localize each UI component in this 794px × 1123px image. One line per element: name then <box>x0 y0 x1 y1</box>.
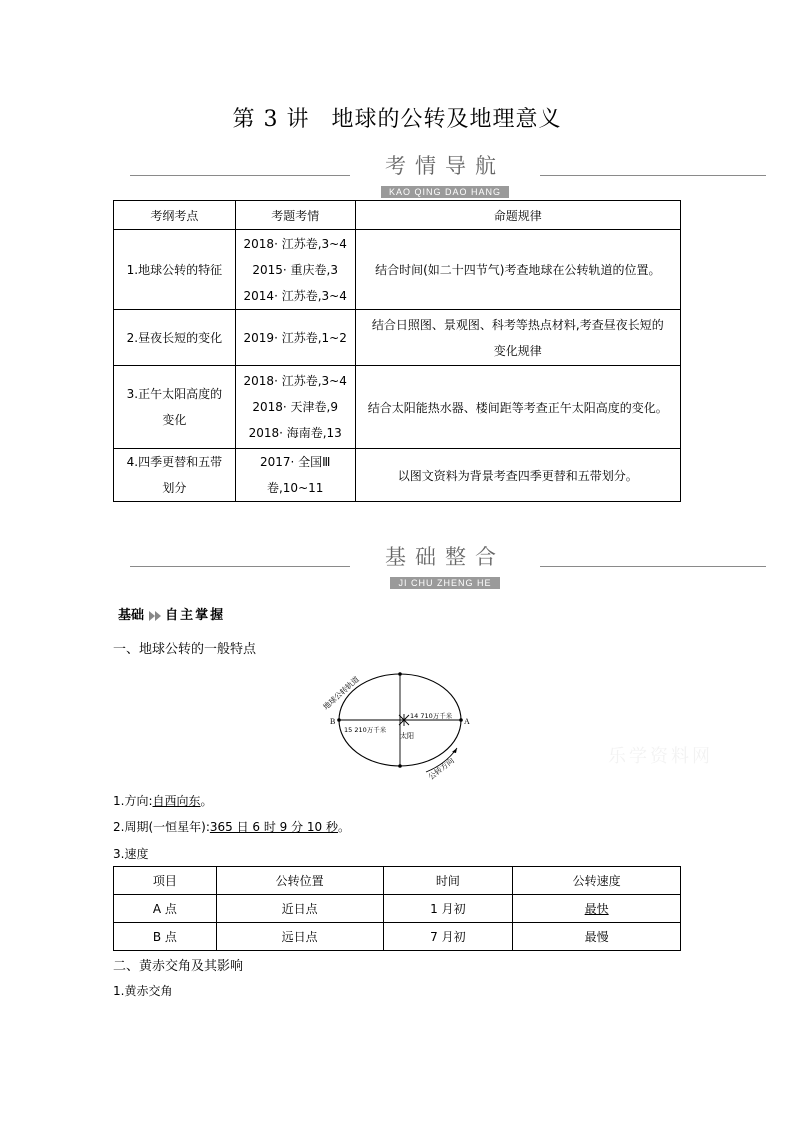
exam-point: 3.正午太阳高度的 变化 <box>114 366 236 449</box>
watermark: 乐学资料网 <box>608 746 713 767</box>
speed-table <box>113 866 681 951</box>
exam-point: 4.四季更替和五带 划分 <box>114 449 236 502</box>
section-header-jichu <box>350 541 540 590</box>
exam-cases: 2018· 江苏卷,3~4 2015· 重庆卷,3 2014· 江苏卷,3~4 <box>235 230 355 310</box>
section-title-cn: 基础整合 <box>385 545 505 569</box>
section-divider-right <box>540 175 766 176</box>
column-header: 考纲考点 <box>114 201 236 230</box>
section-title-en: JI CHU ZHENG HE <box>390 577 499 589</box>
sub-header-right: 自主掌握 <box>165 608 226 623</box>
exam-rule: 结合时间(如二十四节气)考查地球在公转轨道的位置。 <box>355 230 680 310</box>
section-divider-left <box>130 175 350 176</box>
section-divider-right <box>540 566 766 567</box>
exam-rule: 结合日照图、景观图、科考等热点材料,考查昼夜长短的 变化规律 <box>355 310 680 366</box>
double-chevron-icon <box>155 611 161 621</box>
section-header-kaoqing <box>350 150 540 199</box>
table-row <box>114 310 681 366</box>
exam-rule: 结合太阳能热水器、楼间距等考查正午太阳高度的变化。 <box>355 366 680 449</box>
column-header: 命题规律 <box>355 201 680 230</box>
exam-rule: 以图文资料为背景考查四季更替和五带划分。 <box>355 449 680 502</box>
table-row <box>114 449 681 502</box>
section-divider-left <box>130 566 350 567</box>
exam-cases: 2017· 全国Ⅲ 卷,10~11 <box>235 449 355 502</box>
heading-orbit-features: 一、地球公转的一般特点 <box>113 642 257 657</box>
column-header: 公转速度 <box>513 867 681 895</box>
label-orbit: 地球公转轨道 <box>321 674 361 712</box>
column-header: 项目 <box>114 867 217 895</box>
arrowhead-icon <box>452 748 457 753</box>
exam-point: 1.地球公转的特征 <box>114 230 236 310</box>
table-header-row <box>114 867 681 895</box>
sun-icon <box>398 714 410 726</box>
section-title-cn: 考情导航 <box>385 154 505 178</box>
sub-header-left: 基础 <box>118 608 145 623</box>
exam-cases: 2019· 江苏卷,1~2 <box>235 310 355 366</box>
answer-speed-slow: 最慢 <box>513 923 681 951</box>
label-point-b: B <box>330 717 336 726</box>
point-b-marker <box>337 718 341 722</box>
table-header-row <box>114 201 681 230</box>
label-point-a: A <box>464 717 470 726</box>
answer-period: 365 日 6 时 9 分 10 秒 <box>209 820 339 834</box>
answer-direction: 自西向东 <box>152 794 201 808</box>
exam-point: 2.昼夜长短的变化 <box>114 310 236 366</box>
table-row: A 点 近日点 1 月初 最快 <box>114 895 681 923</box>
sub-header <box>118 604 225 623</box>
point-a-marker <box>459 718 463 722</box>
page-title <box>0 102 794 133</box>
heading-obliquity: 二、黄赤交角及其影响 <box>113 959 244 974</box>
table-row <box>114 366 681 449</box>
label-direction: 公转方向 <box>426 756 456 782</box>
lesson-number: 第 3 讲 <box>232 107 310 132</box>
column-header: 时间 <box>383 867 513 895</box>
item-speed: 3.速度 <box>113 847 149 861</box>
column-header: 考题考情 <box>235 201 355 230</box>
item-obliquity: 1.黄赤交角 <box>113 984 173 998</box>
label-sun: 太阳 <box>400 732 414 740</box>
table-row: B 点 远日点 7 月初 最慢 <box>114 923 681 951</box>
exam-cases: 2018· 江苏卷,3~4 2018· 天津卷,9 2018· 海南卷,13 <box>235 366 355 449</box>
section-title-en: KAO QING DAO HANG <box>381 186 509 198</box>
label-distance-b: 15 210万千米 <box>344 726 387 734</box>
orbit-diagram <box>318 660 478 782</box>
item-direction: 1.方向:自西向东。 <box>113 794 213 808</box>
table-row <box>114 230 681 310</box>
label-distance-a: 14 710万千米 <box>410 712 453 720</box>
column-header: 公转位置 <box>216 867 383 895</box>
answer-speed-fast: 最快 <box>513 895 681 923</box>
lesson-topic: 地球的公转及地理意义 <box>331 107 562 132</box>
item-period: 2.周期(一恒星年):365 日 6 时 9 分 10 秒。 <box>113 820 351 834</box>
exam-table <box>113 200 681 502</box>
